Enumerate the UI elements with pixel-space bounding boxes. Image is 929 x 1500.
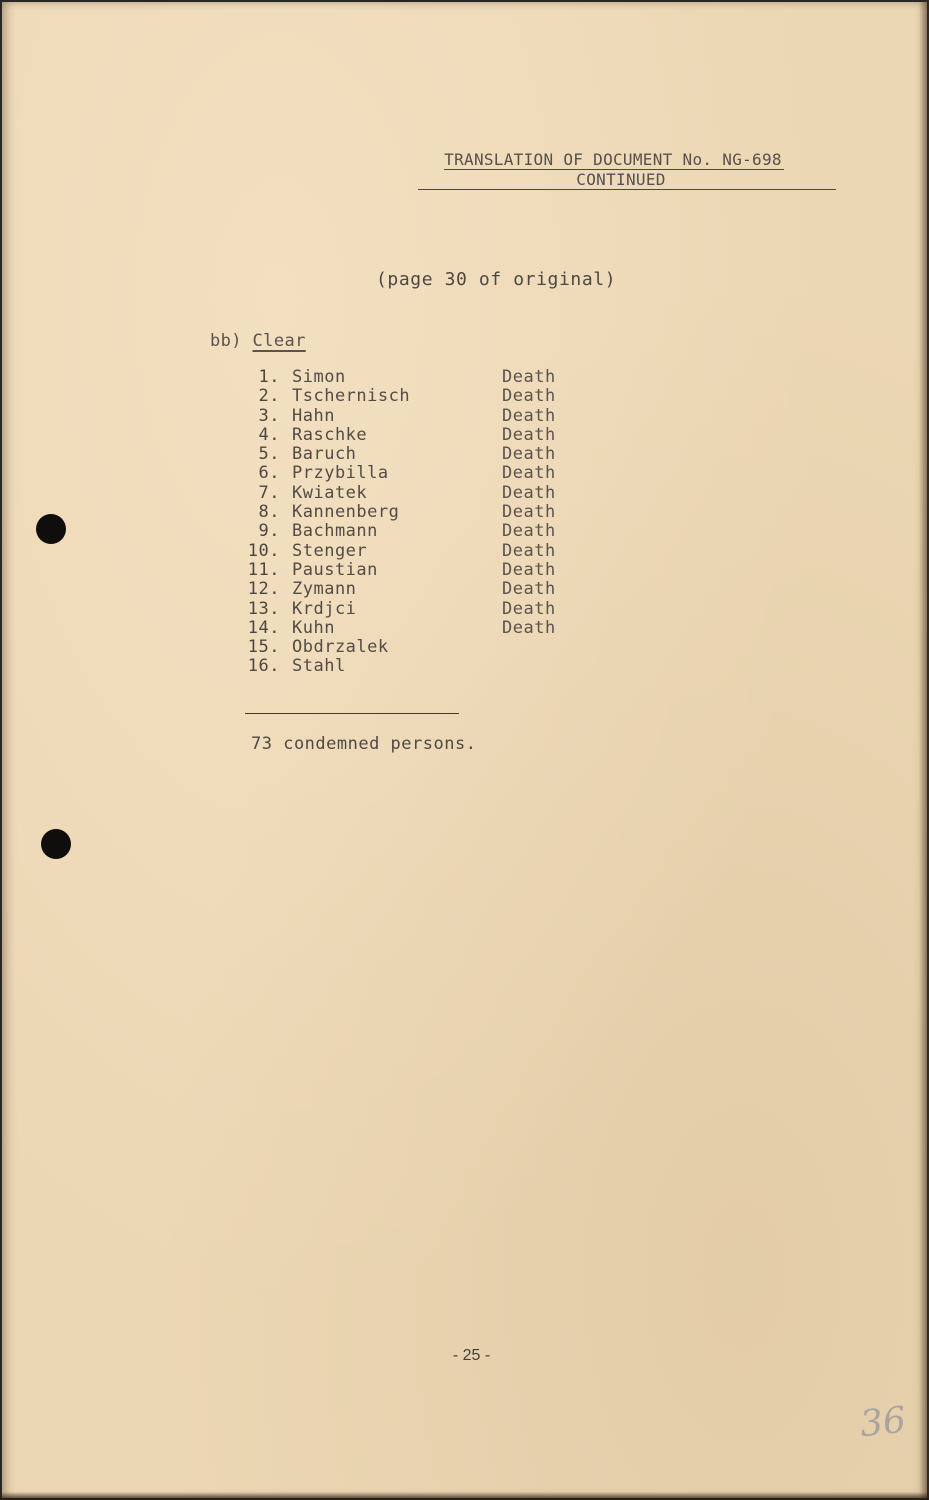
list-item [244, 638, 556, 657]
entry-name: Kwiatek [292, 482, 368, 503]
entry-name: Stahl [292, 656, 346, 677]
entry-verdict: Death [502, 482, 556, 503]
entry-number: 3. [258, 405, 280, 426]
header-continued: CONTINUED [576, 170, 666, 189]
entry-name: Bachmann [292, 521, 378, 542]
entry-name: Baruch [292, 444, 357, 465]
entry-number: 4. [258, 424, 280, 445]
entry-name: Simon [292, 367, 346, 387]
summary-divider [245, 713, 459, 714]
list-item [244, 407, 556, 426]
entry-number: 9. [258, 521, 280, 542]
entry-verdict: Death [502, 502, 556, 523]
list-item [244, 657, 556, 676]
entry-verdict: Death [502, 540, 556, 561]
header-underline [418, 189, 836, 190]
entry-number: 11. [247, 559, 280, 580]
list-item [244, 600, 556, 619]
entry-verdict: Death [502, 521, 556, 542]
list-item [244, 580, 556, 599]
list-item [244, 464, 556, 483]
document-header [418, 150, 836, 189]
entry-name: Tschernisch [292, 386, 411, 407]
entry-name: Stenger [292, 540, 368, 561]
entry-number: 8. [258, 502, 280, 523]
header-title: TRANSLATION OF DOCUMENT No. NG-698 [444, 150, 782, 169]
entry-number: 5. [258, 444, 280, 465]
list-item [244, 619, 556, 638]
list-item [244, 542, 556, 561]
list-item [244, 522, 556, 541]
handwritten-page-mark: 36 [857, 1399, 908, 1446]
entry-name: Krdjci [292, 598, 357, 619]
entry-verdict: Death [502, 367, 556, 387]
entry-number: 7. [258, 482, 280, 503]
section-title: Clear [252, 331, 306, 351]
entry-verdict: Death [502, 617, 556, 638]
entry-number: 16. [247, 656, 280, 677]
entry-number: 10. [247, 540, 280, 561]
list-item [244, 426, 556, 445]
page-reference: (page 30 of original) [376, 269, 617, 290]
entry-verdict: Death [502, 463, 556, 484]
entry-verdict: Death [502, 424, 556, 445]
summary-text: 73 condemned persons. [251, 734, 477, 754]
list-item [244, 445, 556, 464]
list-item [244, 503, 556, 522]
entry-number: 15. [247, 637, 280, 658]
entry-name: Obdrzalek [292, 637, 389, 658]
punch-hole-top [36, 514, 66, 544]
entry-number: 1. [258, 367, 280, 387]
entry-number: 14. [247, 617, 280, 638]
entry-verdict: Death [502, 405, 556, 426]
entry-number: 2. [258, 386, 280, 407]
condemned-list [244, 368, 556, 677]
list-item [244, 368, 556, 387]
entry-number: 12. [247, 579, 280, 600]
list-item [244, 484, 556, 503]
entry-name: Raschke [292, 424, 368, 445]
entry-verdict: Death [502, 444, 556, 465]
page-bottom-edge [0, 1492, 929, 1500]
entry-name: Paustian [292, 559, 378, 580]
entry-verdict: Death [502, 559, 556, 580]
entry-name: Kuhn [292, 617, 335, 638]
entry-name: Hahn [292, 405, 335, 426]
entry-verdict: Death [502, 598, 556, 619]
page-number-text: - 25 - [452, 1347, 491, 1364]
section-label: bb) [210, 331, 242, 351]
entry-verdict: Death [502, 386, 556, 407]
entry-number: 13. [247, 598, 280, 619]
section-heading [210, 331, 306, 351]
entry-number: 6. [258, 463, 280, 484]
page-edge-shadow [919, 0, 929, 1500]
entry-name: Przybilla [292, 463, 389, 484]
list-item [244, 387, 556, 406]
punch-hole-bottom [41, 829, 71, 859]
entry-name: Kannenberg [292, 502, 400, 523]
page-number [0, 1347, 929, 1365]
entry-name: Zymann [292, 579, 357, 600]
list-item [244, 561, 556, 580]
entry-verdict: Death [502, 579, 556, 600]
